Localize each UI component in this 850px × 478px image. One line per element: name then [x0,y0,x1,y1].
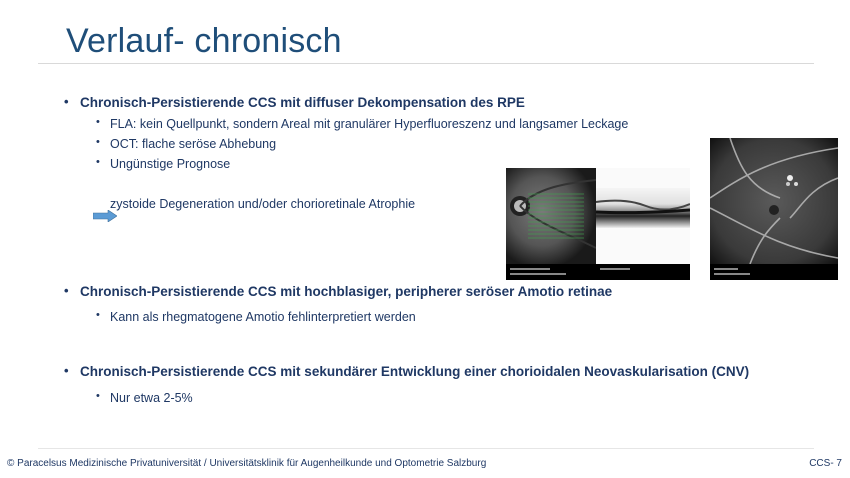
bullet-dot: • [64,363,69,378]
section1-item-2 [96,136,277,151]
title-divider [38,63,814,64]
section1-item-3-text: Ungünstige Prognose [110,157,231,171]
section2-heading-text: Chronisch-Persistierende CCS mit hochblasiger, peripherer seröser Amotio retinae [80,284,613,299]
bullet-dot: • [96,390,100,402]
section2-item-1-text: Kann als rhegmatogene Amotio fehlinterpretiert werden [110,310,416,324]
section1-item-3 [96,156,231,171]
section3-item-1-text: Nur etwa 2-5% [110,391,193,405]
bullet-dot: • [96,309,100,321]
section1-item-1-text: FLA: kein Quellpunkt, sondern Areal mit granulärer Hyperfluoreszenz und langsamer Leckage [110,117,629,131]
right-arrow-icon [93,210,117,222]
section3-heading-text: Chronisch-Persistierende CCS mit sekundärer Entwicklung einer chorioidalen Neovaskularisation (CNV) [80,364,750,379]
section2-heading [64,283,613,299]
slide-number: CCS- 7 [809,458,842,469]
fundus-oct-image [506,168,690,280]
slide-title: Verlauf- chronisch [66,22,342,60]
section1-heading [64,94,525,110]
angiography-graphic [710,138,838,280]
section2-item-1 [96,309,416,324]
fundus-oct-graphic [506,168,690,280]
section3-heading [64,363,750,379]
section1-item-1 [96,116,629,131]
section3-item-1 [96,390,193,405]
section1-heading-text: Chronisch-Persistierende CCS mit diffuser Dekompensation des RPE [80,95,525,110]
footer-copyright: © Paracelsus Medizinische Privatuniversität / Universitätsklinik für Augenheilkunde und Optometrie Salzburg [7,458,487,469]
bullet-dot: • [64,283,69,298]
bullet-dot: • [96,116,100,128]
footer-divider [38,448,814,449]
angiography-image [710,138,838,280]
bullet-dot: • [96,156,100,168]
section1-item-2-text: OCT: flache seröse Abhebung [110,137,277,151]
bullet-dot: • [64,94,69,109]
arrow-note: zystoide Degeneration und/oder chorioretinale Atrophie [110,197,416,211]
bullet-dot: • [96,136,100,148]
